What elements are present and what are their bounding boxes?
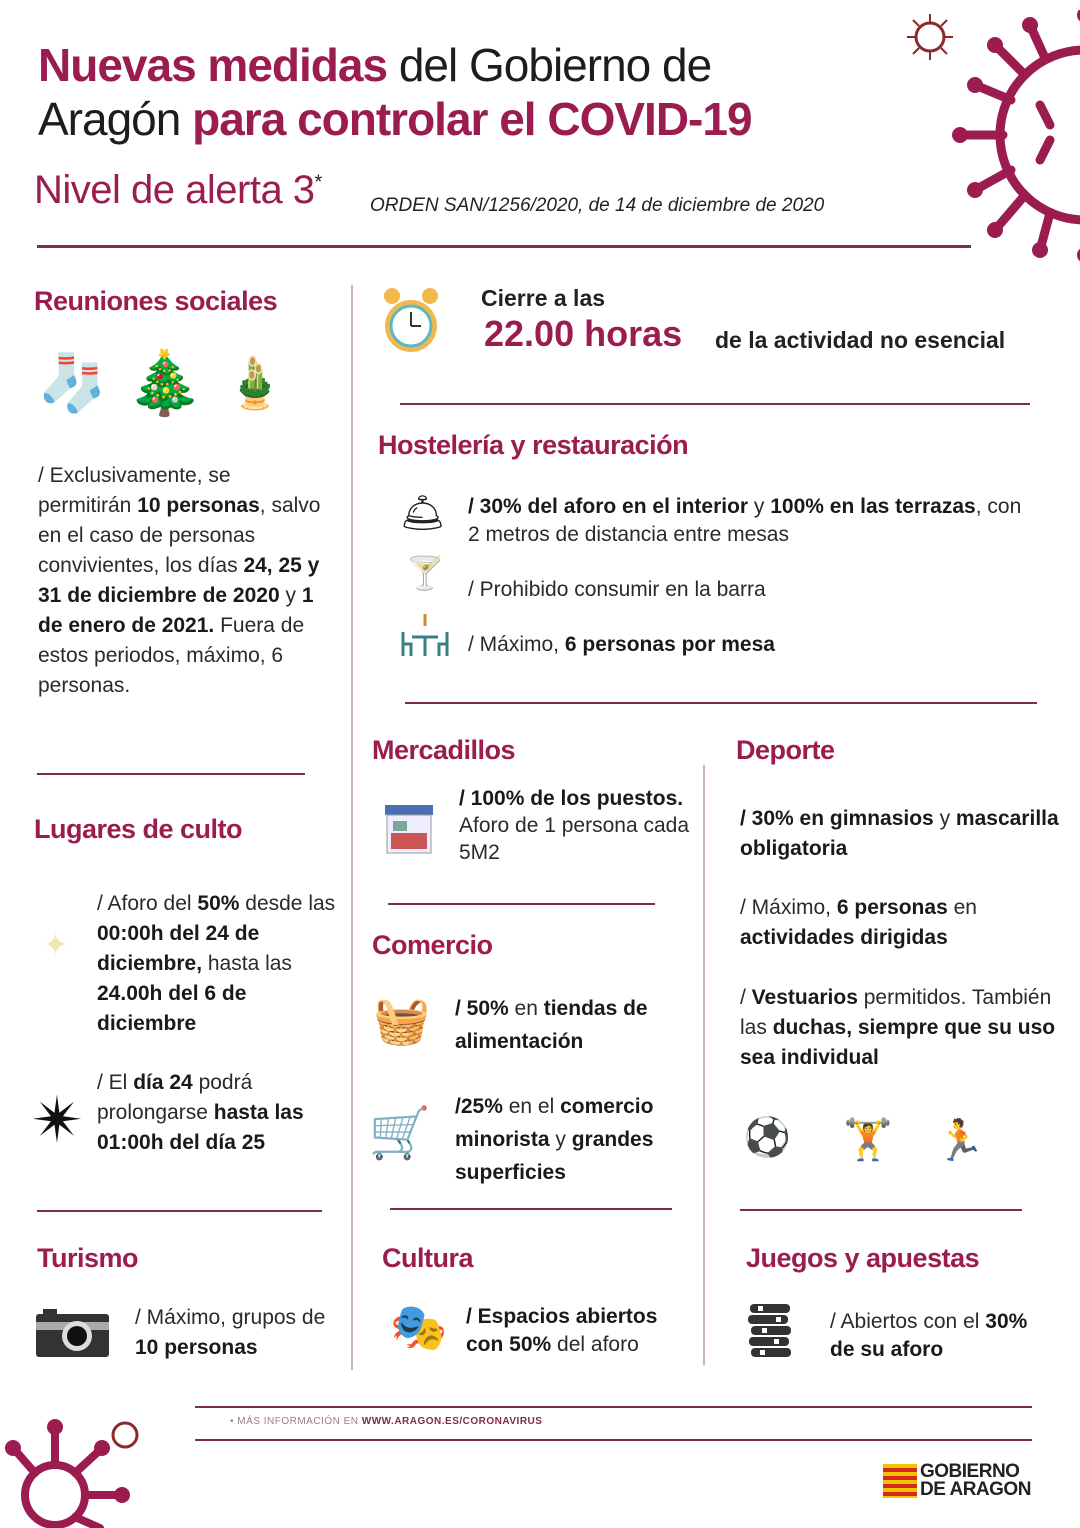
sparkle-icon: ✦ xyxy=(42,928,69,962)
gobierno-aragon-logo xyxy=(883,1463,1031,1499)
footer-divider-top xyxy=(195,1406,1032,1408)
text-segment: 100% en las terrazas xyxy=(770,495,976,518)
text-segment: tiendas de alimentación xyxy=(455,997,648,1053)
turismo-text xyxy=(135,1303,335,1363)
culto-item-1 xyxy=(97,889,347,1039)
text-segment: desde las xyxy=(239,892,336,915)
deporte-item-1 xyxy=(740,804,1060,864)
theater-masks-icon: 🎭 xyxy=(390,1301,448,1353)
turismo-title: Turismo xyxy=(37,1243,139,1273)
divider xyxy=(400,403,1030,405)
logo-line-1: GOBIERNO xyxy=(920,1461,1020,1482)
reuniones-title: Reuniones sociales xyxy=(34,286,278,316)
culto-item-2 xyxy=(97,1068,337,1158)
text-segment: / Aforo del xyxy=(97,892,198,915)
text-segment: 6 personas xyxy=(836,896,948,919)
text-segment: 00:00h del 24 de diciembre, xyxy=(97,922,260,975)
soccer-ball-icon: ⚽ xyxy=(743,1116,792,1159)
column-divider-1 xyxy=(351,285,353,1370)
text-segment: para controlar el COVID-19 xyxy=(192,93,752,145)
text-segment: y xyxy=(279,584,302,607)
text-segment: 10 personas xyxy=(135,1336,258,1359)
alarm-clock-icon xyxy=(380,284,442,358)
virus-icon xyxy=(945,10,1080,265)
text-segment: Aforo de 1 persona cada 5M2 xyxy=(459,814,689,864)
title-line-1 xyxy=(38,38,711,92)
text-segment: podrá prolongarse xyxy=(97,1071,253,1124)
text-segment: Fuera de estos periodos, máximo, 6 personas. xyxy=(38,614,305,697)
cultura-title: Cultura xyxy=(382,1243,473,1273)
cocktail-icon: 🍸 xyxy=(405,554,445,591)
text-segment: 24, 25 y 31 de diciembre de 2020 xyxy=(38,554,320,607)
text-segment: 24.00h del 6 de diciembre xyxy=(97,982,247,1035)
culto-title: Lugares de culto xyxy=(34,814,243,844)
virus-icon-bottom xyxy=(0,1405,150,1528)
divider xyxy=(37,1210,322,1212)
text-segment: del aforo xyxy=(551,1333,639,1356)
hosteleria-item-1 xyxy=(468,493,1038,549)
text-segment: mascarilla obligatoria xyxy=(740,807,1059,860)
text-segment: permitidos. También las xyxy=(740,986,1052,1039)
text-segment: / 100% de los puestos. xyxy=(459,787,684,810)
text-segment: / Máximo, xyxy=(740,896,837,919)
small-virus-icon xyxy=(905,12,955,62)
hosteleria-title: Hostelería y restauración xyxy=(378,430,689,460)
text-segment: /25% xyxy=(455,1095,503,1118)
text-segment: y xyxy=(748,495,771,518)
comercio-item-1 xyxy=(455,992,695,1058)
ornaments-icon: 🎍 xyxy=(223,354,287,411)
column-divider-2 xyxy=(703,765,705,1365)
text-segment: en xyxy=(947,896,977,919)
reuniones-text xyxy=(38,461,323,701)
alert-level xyxy=(34,168,322,213)
hosteleria-item-2 xyxy=(468,575,968,605)
christmas-tree-icon: 🎄 xyxy=(126,348,204,418)
text-segment: comercio minorista xyxy=(455,1095,654,1151)
food-basket-icon: 🧺 xyxy=(373,993,431,1046)
text-segment: en xyxy=(508,997,544,1020)
closing-time: 22.00 horas xyxy=(484,313,683,354)
text-segment: Aragón xyxy=(38,93,193,145)
hosteleria-item-3 xyxy=(468,630,968,660)
text-segment: , salvo en el caso de personas convivientes, los días xyxy=(38,494,321,577)
text-segment: Vestuarios xyxy=(751,986,858,1009)
market-stall-icon xyxy=(383,803,435,855)
more-info-label: MÁS INFORMACIÓN EN xyxy=(237,1416,362,1427)
divider xyxy=(405,702,1037,704)
alert-asterisk: * xyxy=(314,171,322,194)
weightlifter-icon: 🏋 xyxy=(843,1118,893,1162)
deporte-item-2 xyxy=(740,893,1060,953)
shopping-cart-icon: 🛒 xyxy=(368,1104,432,1161)
text-segment: 30% de su aforo xyxy=(830,1310,1028,1361)
text-segment: 6 personas por mesa xyxy=(564,633,775,656)
text-segment: día 24 xyxy=(133,1071,193,1094)
order-reference: ORDEN SAN/1256/2020, de 14 de diciembre de 2020 xyxy=(370,195,825,216)
text-segment: / Prohibido consumir en la barra xyxy=(468,578,766,601)
text-segment: / Espacios abiertos con 50% xyxy=(466,1305,658,1356)
text-segment: Nuevas medidas xyxy=(38,39,388,91)
mercadillos-title: Mercadillos xyxy=(372,735,516,765)
table-chairs-icon xyxy=(400,612,450,658)
more-info: • MÁS INFORMACIÓN EN WWW.ARAGON.ES/CORONAVIRUS xyxy=(230,1416,543,1427)
comercio-item-2 xyxy=(455,1090,700,1189)
cloche-icon: 🛎 xyxy=(399,491,446,533)
text-segment: / Máximo, xyxy=(468,633,565,656)
header-divider xyxy=(37,245,971,248)
text-segment: / Máximo, grupos de xyxy=(135,1306,326,1329)
juegos-title: Juegos y apuestas xyxy=(746,1243,980,1273)
text-segment: duchas, siempre que su uso sea individual xyxy=(740,1016,1056,1069)
cultura-text xyxy=(466,1303,696,1359)
text-segment: / Exclusivamente, se permitirán xyxy=(38,464,231,517)
aragon-flag-icon xyxy=(883,1464,917,1498)
casino-chips-icon xyxy=(748,1302,793,1358)
logo-line-2: DE ARAGON xyxy=(920,1479,1031,1500)
comercio-title: Comercio xyxy=(372,930,493,960)
camera-icon xyxy=(35,1308,110,1358)
divider xyxy=(37,773,305,775)
text-segment: 1 de enero de 2021. xyxy=(38,584,314,637)
christmas-stocking-icon: 🧦 xyxy=(37,350,108,414)
more-info-link[interactable]: WWW.ARAGON.ES/CORONAVIRUS xyxy=(361,1416,543,1427)
text-segment: y xyxy=(933,807,956,830)
footer-divider-bottom xyxy=(195,1439,1032,1441)
deporte-title: Deporte xyxy=(736,735,835,765)
text-segment: / Abiertos con el xyxy=(830,1310,986,1333)
runner-icon: 🏃 xyxy=(935,1118,985,1163)
text-segment: en el xyxy=(502,1095,561,1118)
text-segment: hasta las 01:00h del día 25 xyxy=(97,1101,304,1154)
divider xyxy=(390,1208,672,1210)
closing-post: de la actividad no esencial xyxy=(715,327,1006,353)
divider xyxy=(388,903,655,905)
divider xyxy=(740,1209,1022,1211)
mercadillos-text xyxy=(459,785,689,866)
deporte-item-3 xyxy=(740,983,1070,1073)
text-segment: actividades dirigidas xyxy=(740,926,948,949)
text-segment: / 30% del aforo en el interior xyxy=(468,495,749,518)
text-segment: del Gobierno de xyxy=(387,39,712,91)
star-icon: ✴ xyxy=(30,1083,85,1156)
text-segment: / El xyxy=(97,1071,134,1094)
title-line-2 xyxy=(38,92,752,146)
text-segment: grandes superficies xyxy=(455,1128,654,1184)
text-segment: / xyxy=(740,986,752,1009)
text-segment: / 30% en gimnasios xyxy=(740,807,934,830)
juegos-text xyxy=(830,1308,1030,1364)
text-segment: , con 2 metros de distancia entre mesas xyxy=(468,495,1022,546)
text-segment: 50% xyxy=(197,892,240,915)
alert-level-text: Nivel de alerta 3 xyxy=(34,168,315,212)
closing-pre: Cierre a las xyxy=(481,285,606,311)
text-segment: hasta las xyxy=(202,952,292,975)
text-segment: / 50% xyxy=(455,997,509,1020)
text-segment: 10 personas xyxy=(137,494,260,517)
text-segment: y xyxy=(549,1128,572,1151)
